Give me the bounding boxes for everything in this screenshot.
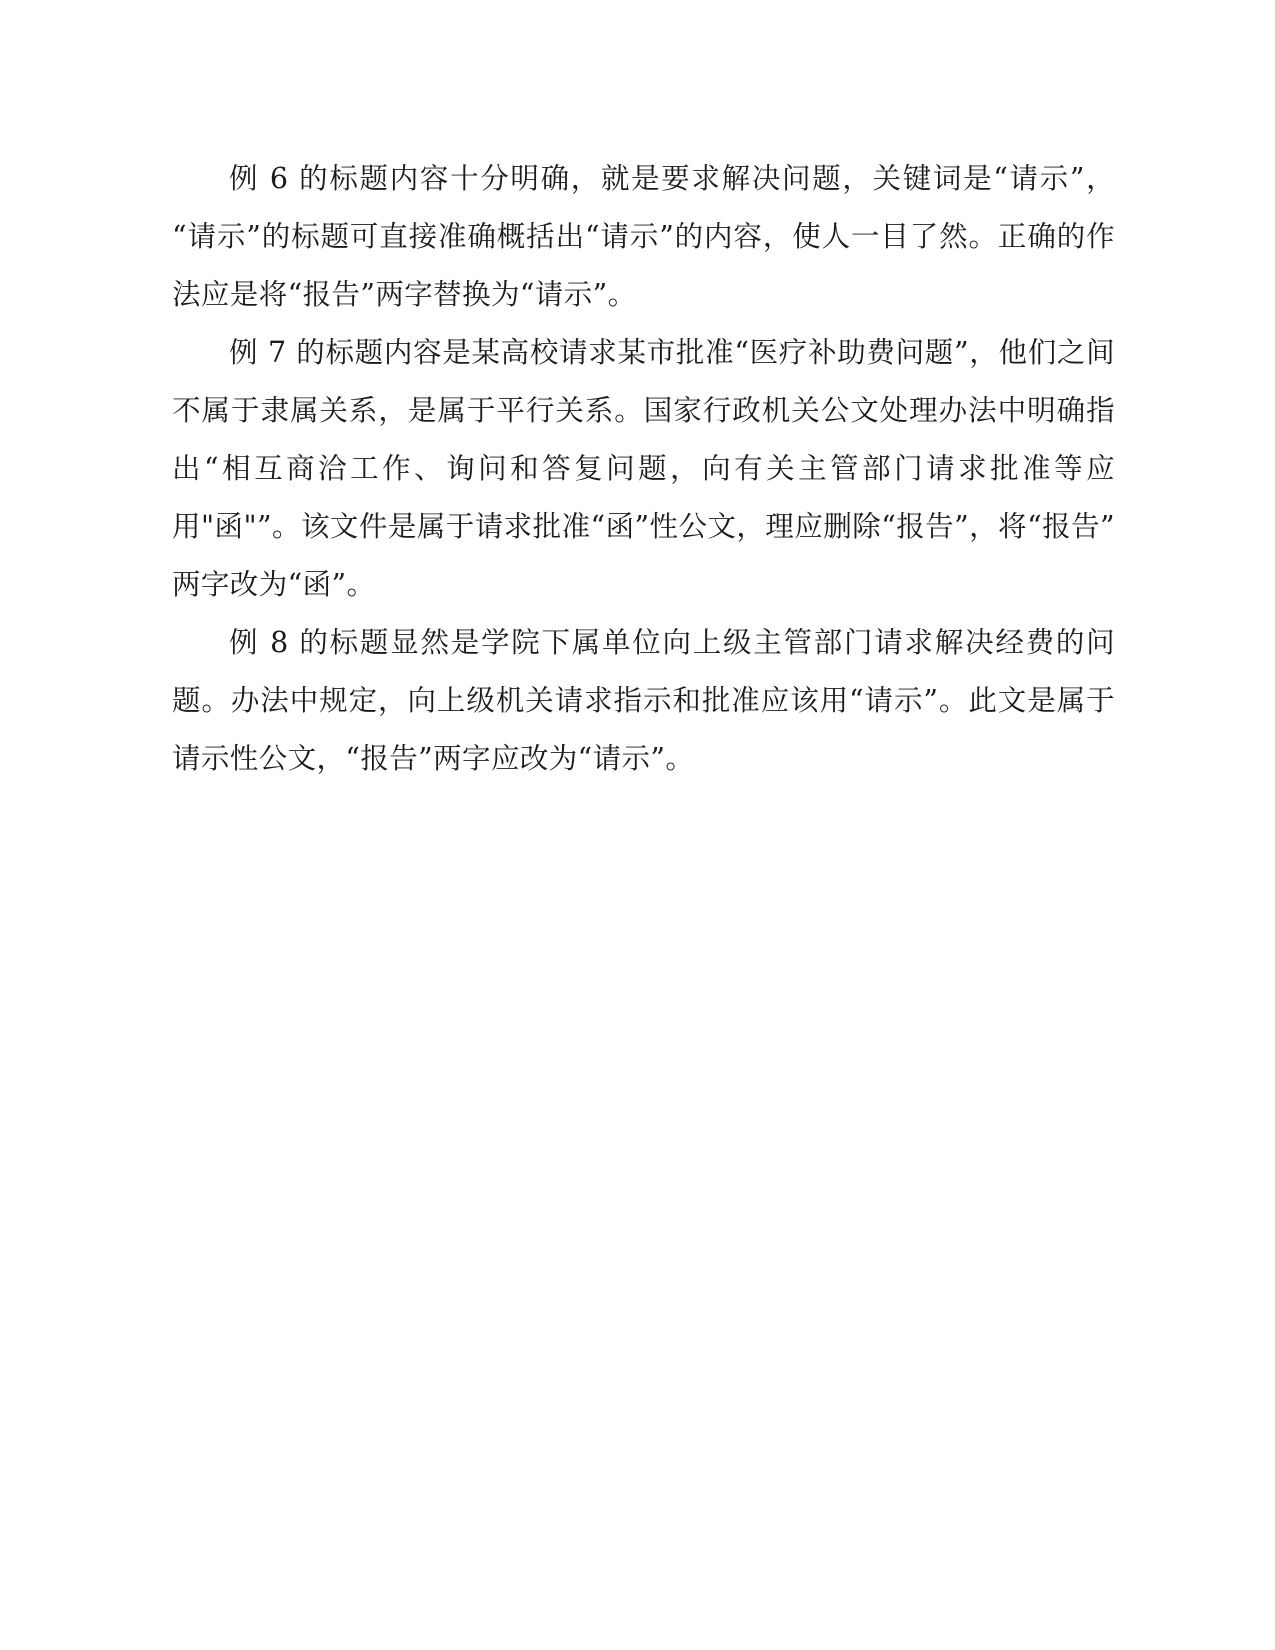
paragraph-example-8: 例 8 的标题显然是学院下属单位向上级主管部门请求解决经费的问题。办法中规定，向上级机关请求指示和批准应该用“请示”。此文是属于请示性公文，“报告”两字应改为“请示”。 <box>172 626 1115 775</box>
document-body <box>172 150 1115 788</box>
paragraph-example-7: 例 7 的标题内容是某高校请求某市批准“医疗补助费问题”，他们之间不属于隶属关系，是属于平行关系。国家行政机关公文处理办法中明确指出“相互商洽工作、询问和答复问题，向有关主管部门请求批准等应用"函"”。该文件是属于请求批准“函”性公文，理应删除“报告”，将“报告”两字改为“函”。 <box>172 336 1115 601</box>
paragraph-example-6: 例 6 的标题内容十分明确，就是要求解决问题，关键词是“请示”，“请示”的标题可直接准确概括出“请示”的内容，使人一目了然。正确的作法应是将“报告”两字替换为“请示”。 <box>172 162 1115 311</box>
